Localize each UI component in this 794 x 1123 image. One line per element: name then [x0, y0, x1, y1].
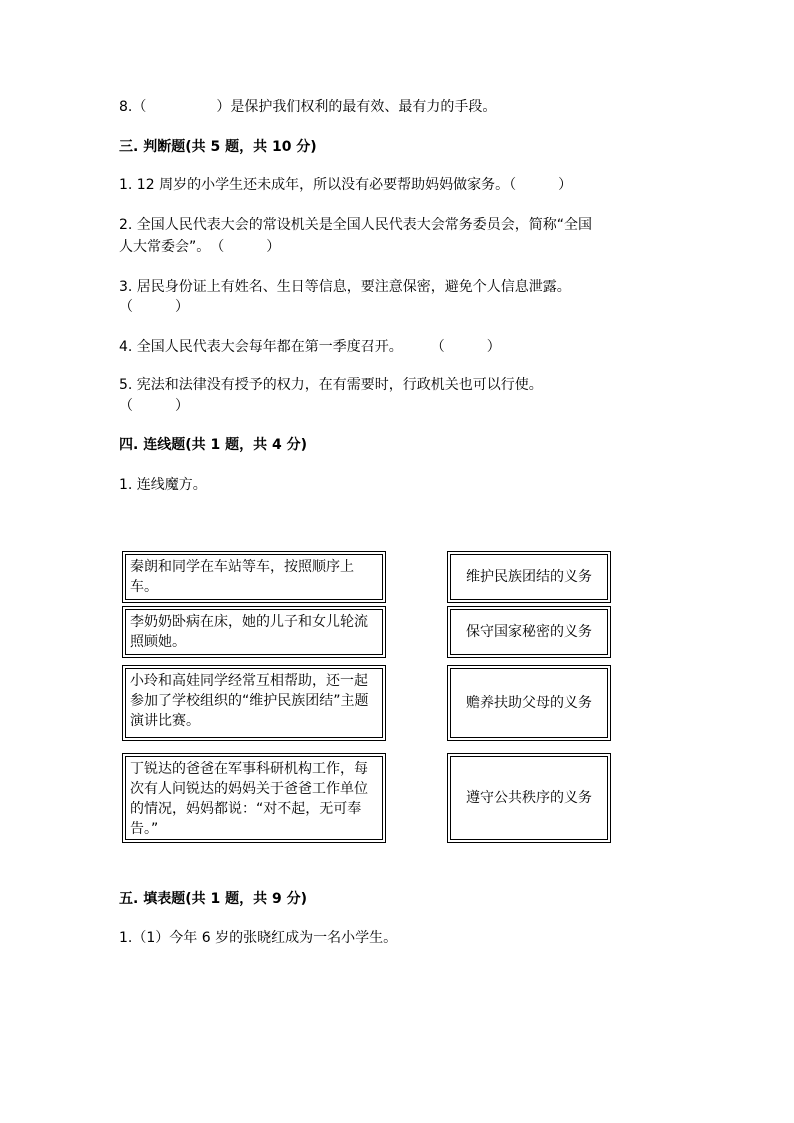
matching-right-box-4: [450, 756, 608, 840]
judge-question-1: 1. 12 周岁的小学生还未成年，所以没有必要帮助妈妈做家务。（ ）: [119, 177, 573, 193]
matching-left-box-2: [125, 609, 383, 655]
matching-right-box-3: [450, 668, 608, 738]
matching-left-text-1: 秦朗和同学在车站等车，按照顺序上车。: [130, 559, 354, 595]
judge-question-3: 3. 居民身份证上有姓名、生日等信息，要注意保密，避免个人信息泄露。: [119, 279, 571, 295]
matching-left-box-4: [125, 756, 383, 840]
judge-question-4: 4. 全国人民代表大会每年都在第一季度召开。 （ ）: [119, 339, 501, 355]
matching-right-text-2: 保守国家秘密的义务: [466, 624, 592, 640]
section-5-heading: 五. 填表题(共 1 题，共 9 分): [119, 891, 307, 907]
judge-question-5-cont: （ ）: [119, 398, 189, 414]
matching-left-text-4: 丁锐达的爸爸在军事科研机构工作，每次有人问锐达的妈妈关于爸爸工作单位的情况，妈妈都说：“对不起，无可奉告。”: [130, 761, 368, 837]
matching-right-box-2: [450, 609, 608, 655]
judge-question-2-cont: 人大常委会”。 （ ）: [119, 239, 281, 255]
matching-right-text-1: 维护民族团结的义务: [466, 569, 592, 585]
section-3-heading: 三. 判断题(共 5 题，共 10 分): [119, 139, 317, 155]
matching-left-box-3: [125, 668, 383, 738]
fill-table-question-1: 1.（1）今年 6 岁的张晓红成为一名小学生。: [119, 930, 398, 946]
matching-left-text-3: 小玲和高娃同学经常互相帮助，还一起参加了学校组织的“维护民族团结”主题演讲比赛。: [130, 673, 369, 729]
matching-left-box-1: [125, 554, 383, 600]
judge-question-5: 5. 宪法和法律没有授予的权力，在有需要时，行政机关也可以行使。: [119, 377, 543, 393]
matching-right-text-3: 赡养扶助父母的义务: [466, 695, 592, 711]
question-8-fill-blank: 8.（ ）是保护我们权利的最有效、最有力的手段。: [119, 99, 497, 115]
matching-right-box-1: [450, 554, 608, 600]
matching-question-1: 1. 连线魔方。: [119, 477, 207, 493]
section-4-heading: 四. 连线题(共 1 题，共 4 分): [119, 437, 307, 453]
matching-right-text-4: 遵守公共秩序的义务: [466, 790, 592, 806]
matching-left-text-2: 李奶奶卧病在床，她的儿子和女儿轮流照顾她。: [130, 614, 368, 650]
judge-question-3-cont: （ ）: [119, 299, 189, 315]
judge-question-2: 2. 全国人民代表大会的常设机关是全国人民代表大会常务委员会，简称“全国: [119, 217, 593, 233]
